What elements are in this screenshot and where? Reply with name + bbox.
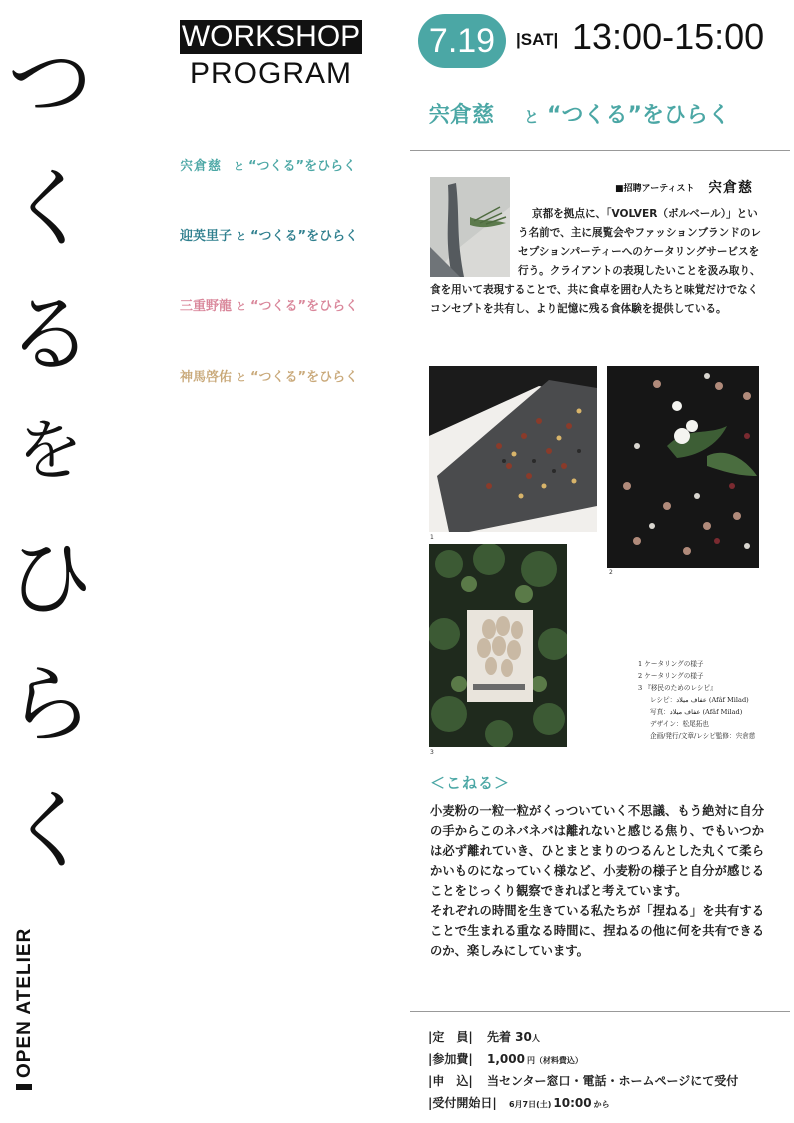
photo-label-3: 3 [430, 749, 434, 756]
menu-item-mukae[interactable] [180, 225, 358, 244]
caption-line: レシピ：ﻋﻔﺎﻑ ﻣﻴﻼﺩ (Afâf Milad) [650, 696, 749, 704]
open-atelier-label: OPEN ATELIER [14, 928, 36, 1090]
caption-line: 企画/発行/文章/レシピ監修：宍倉慈 [650, 732, 756, 740]
menu-item-to: と [234, 162, 245, 173]
menu-item-name: 宍倉慈 [180, 159, 223, 174]
artist-name: 宍倉慈 [708, 180, 753, 196]
artist-bio-text: 京都を拠点に、「VOLVER（ボルベール）」という名前で、主に展覧会やファッションブランドのレセプションパーティーへのケータリングサービスを行う。クライアントの表現したいことを汲み取り、食を用いて表現することで、共に食卓を囲む人たちと味覚だけでなくコンセプトを共有し、より記憶に残る食体験を提供している。 [430, 208, 762, 315]
recipe-book-photo [429, 544, 567, 747]
caption-line: デザイン：松尾拓也 [650, 720, 709, 728]
menu-item-theme: “つくる”をひらく [250, 370, 359, 385]
info-value: 先着 30 [486, 1030, 532, 1044]
info-value: 6月7日 [508, 1100, 537, 1109]
menu-item-theme: “つくる”をひらく [248, 159, 357, 174]
day-of-week: |SAT| [516, 30, 559, 49]
caption-line: 1 ケータリングの様子 [638, 660, 704, 668]
workshop-label: WORKSHOP [181, 20, 361, 53]
info-start [428, 1094, 610, 1111]
menu-item-name: 三重野龍 [180, 299, 233, 314]
divider [410, 1011, 790, 1012]
photo-label-1: 1 [430, 534, 434, 541]
info-value: 1,000 [486, 1052, 525, 1066]
artist-bio [430, 205, 764, 319]
caption-line: 写真：ﻋﻔﺎﻑ ﻣﻴﻼﺩ (Afâf Milad) [650, 708, 743, 716]
program-artist: 宍倉慈 [428, 103, 495, 128]
program-to: と [524, 108, 540, 126]
section-heading: ＜こねる＞ [430, 774, 511, 792]
program-theme: “つくる”をひらく [547, 103, 730, 128]
menu-item-name: 神馬啓佑 [180, 370, 233, 385]
section-body [430, 801, 764, 961]
date-badge: 7.19 [418, 14, 506, 68]
title-char: く [7, 159, 93, 259]
event-time: 13:00-15:00 [572, 16, 765, 57]
artist-photo [430, 177, 510, 277]
info-fee [428, 1050, 583, 1067]
menu-item-to: と [236, 232, 247, 243]
info-label: |受付開始日| [428, 1096, 497, 1110]
info-apply [428, 1072, 738, 1089]
menu-item-shishikura[interactable] [180, 155, 356, 174]
program-title [428, 98, 730, 129]
program-label: PROGRAM [189, 57, 352, 90]
photo-captions [638, 658, 755, 742]
menu-item-jinba[interactable] [180, 366, 358, 385]
catering-photo-1 [429, 366, 597, 532]
photo-label-2: 2 [609, 569, 613, 576]
title-char: る [7, 285, 93, 385]
title-char: ら [7, 655, 93, 755]
section-paragraph: 小麦粉の一粒一粒がくっついていく不思議、もう絶対に自分の手からこのネバネバは離れないと感じる焦り、でもいつかは必ず離れていき、ひとまとまりのつるんとした丸くて柔らかいものになっていく様など、小麦粉の様子と自分が感じることをじっくり観察できればと考えています。 [430, 804, 764, 898]
info-label: |参加費| [428, 1052, 473, 1066]
caption-line: 2 ケータリングの様子 [638, 672, 704, 680]
divider [410, 150, 790, 151]
info-dow: (土) [536, 1100, 552, 1109]
menu-item-to: と [236, 373, 247, 384]
title-char: く [7, 781, 93, 881]
catering-photo-2 [607, 366, 759, 568]
info-capacity [428, 1028, 540, 1045]
info-label: |定 員| [428, 1030, 473, 1044]
artist-role: ■招聘アーティスト [615, 184, 695, 194]
caption-line: 3 『移民のためのレシピ』 [638, 684, 717, 692]
title-char: を [17, 412, 83, 489]
info-suffix: から [593, 1100, 610, 1109]
menu-item-mieno[interactable] [180, 295, 358, 314]
info-value: 当センター窓口・電話・ホームページにて受付 [486, 1074, 739, 1088]
title-char: つ [7, 33, 93, 133]
info-label: |申 込| [428, 1074, 473, 1088]
title-char: ひ [7, 529, 93, 629]
info-unit: 円（材料費込） [526, 1056, 583, 1065]
vertical-title [0, 33, 100, 914]
section-paragraph: それぞれの時間を生きている私たちが「捏ねる」を共有することで生まれる重なる時間に、捏ねるの他に何を共有できるのか、楽しみにしています。 [430, 904, 764, 958]
menu-item-theme: “つくる”をひらく [250, 299, 359, 314]
menu-item-theme: “つくる”をひらく [250, 229, 359, 244]
menu-item-to: と [236, 302, 247, 313]
info-unit: 人 [531, 1034, 540, 1043]
menu-item-name: 迎英里子 [180, 229, 233, 244]
info-time: 10:00 [553, 1096, 592, 1110]
